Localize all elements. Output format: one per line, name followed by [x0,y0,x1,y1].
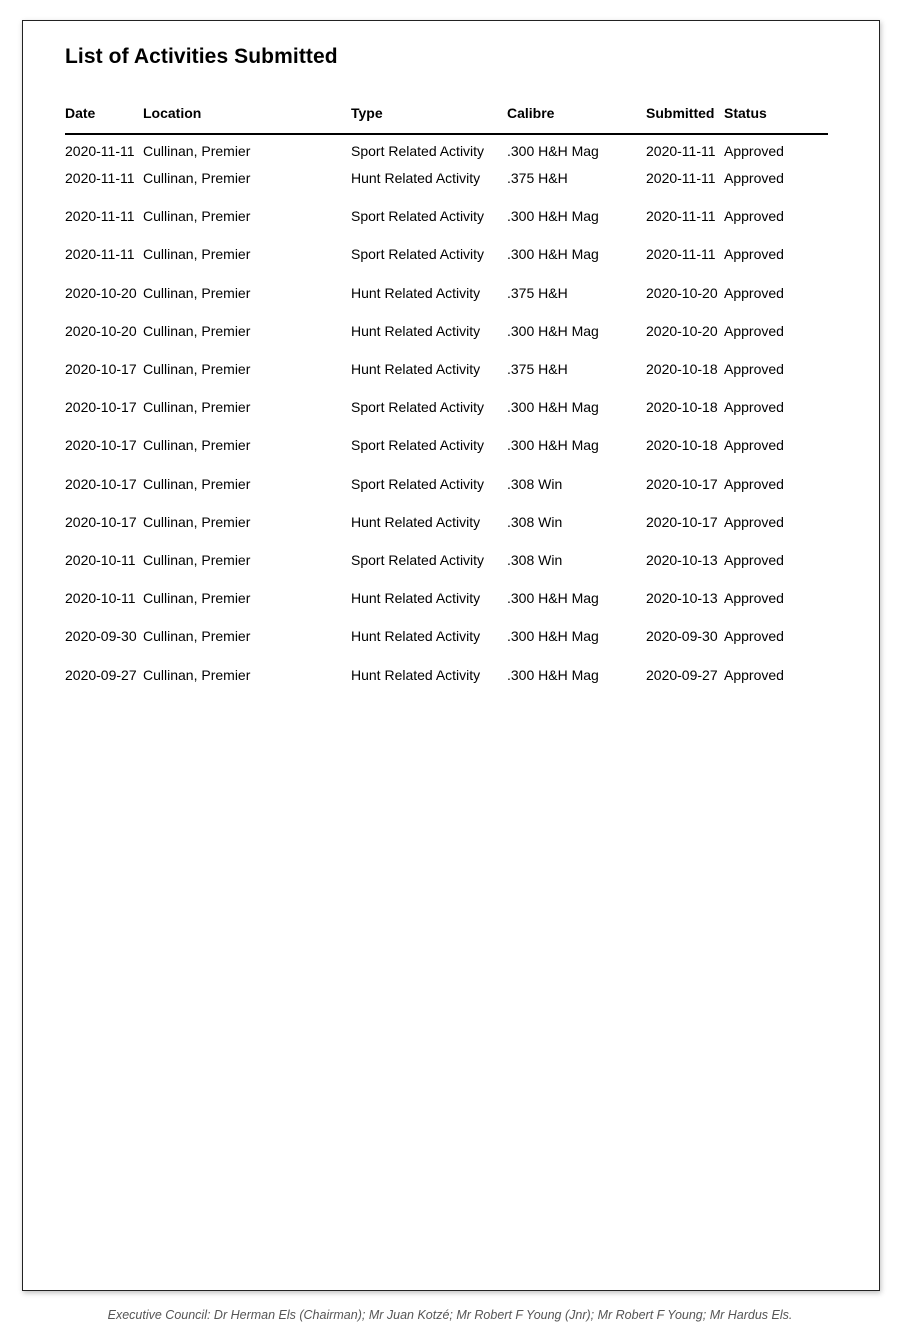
cell-submitted: 2020-10-13 [646,590,718,607]
cell-submitted: 2020-10-18 [646,361,718,378]
column-header-type: Type [351,93,507,134]
cell-status: Approved [724,475,784,492]
cell-location: Cullinan, Premier [143,143,251,159]
cell-type: Hunt Related Activity [351,590,481,607]
cell-date: 2020-10-11 [65,590,136,607]
table-row [65,579,828,617]
cell-calibre: .300 H&H Mag [507,666,599,683]
cell-calibre: .300 H&H Mag [507,246,599,263]
cell-location: Cullinan, Premier [143,590,251,607]
document-page [22,20,880,1291]
cell-submitted: 2020-11-11 [646,170,716,187]
table-header [65,93,828,134]
cell-date: 2020-10-20 [65,322,137,339]
cell-status: Approved [724,170,784,187]
cell-submitted: 2020-10-18 [646,399,718,416]
cell-date: 2020-10-17 [65,361,137,378]
cell-location: Cullinan, Premier [143,361,251,378]
cell-calibre: .375 H&H [507,284,568,301]
cell-type: Sport Related Activity [351,246,485,263]
cell-status: Approved [724,208,784,225]
cell-submitted: 2020-10-17 [646,513,718,530]
cell-status: Approved [724,361,784,378]
cell-calibre: .300 H&H Mag [507,628,599,645]
cell-status: Approved [724,399,784,416]
cell-submitted: 2020-09-30 [646,628,718,645]
cell-date: 2020-09-27 [65,666,137,683]
cell-location: Cullinan, Premier [143,551,251,568]
cell-submitted: 2020-10-18 [646,437,718,454]
cell-calibre: .300 H&H Mag [507,143,599,159]
table-row [65,159,828,197]
cell-location: Cullinan, Premier [143,170,251,187]
cell-date: 2020-10-20 [65,284,137,301]
cell-type: Hunt Related Activity [351,170,481,187]
cell-type: Hunt Related Activity [351,513,481,530]
table-row [65,617,828,655]
table-row [65,503,828,541]
cell-submitted: 2020-11-11 [646,208,716,225]
cell-type: Hunt Related Activity [351,666,481,683]
cell-calibre: .300 H&H Mag [507,208,599,225]
cell-location: Cullinan, Premier [143,475,251,492]
cell-location: Cullinan, Premier [143,399,251,416]
cell-location: Cullinan, Premier [143,284,251,301]
cell-type: Hunt Related Activity [351,361,481,378]
table-row [65,134,828,159]
cell-date: 2020-11-11 [65,170,135,187]
cell-calibre: .300 H&H Mag [507,590,599,607]
cell-status: Approved [724,284,784,301]
cell-location: Cullinan, Premier [143,513,251,530]
cell-type: Hunt Related Activity [351,322,481,339]
table-row [65,655,828,693]
cell-type: Sport Related Activity [351,208,485,225]
table-row [65,197,828,235]
cell-type: Sport Related Activity [351,143,485,159]
activities-table [65,93,828,694]
cell-date: 2020-10-17 [65,399,137,416]
cell-date: 2020-10-11 [65,551,136,568]
column-header-location: Location [143,93,351,134]
column-header-calibre: Calibre [507,93,646,134]
cell-date: 2020-11-11 [65,208,135,225]
cell-date: 2020-09-30 [65,628,137,645]
table-row [65,541,828,579]
cell-location: Cullinan, Premier [143,628,251,645]
cell-type: Sport Related Activity [351,475,485,492]
cell-submitted: 2020-11-11 [646,143,716,159]
table-row [65,312,828,350]
table-row [65,274,828,312]
cell-date: 2020-11-11 [65,143,135,159]
cell-date: 2020-10-17 [65,475,137,492]
table-body [65,134,828,694]
page-title: List of Activities Submitted [65,45,338,68]
cell-date: 2020-11-11 [65,246,135,263]
cell-location: Cullinan, Premier [143,666,251,683]
cell-calibre: .308 Win [507,513,563,530]
cell-type: Sport Related Activity [351,437,485,454]
cell-submitted: 2020-10-17 [646,475,718,492]
cell-location: Cullinan, Premier [143,322,251,339]
table-row [65,388,828,426]
cell-type: Hunt Related Activity [351,628,481,645]
cell-status: Approved [724,628,784,645]
cell-calibre: .300 H&H Mag [507,322,599,339]
cell-date: 2020-10-17 [65,437,137,454]
cell-status: Approved [724,513,784,530]
footer-executive-council: Executive Council: Dr Herman Els (Chairman); Mr Juan Kotzé; Mr Robert F Young (Jnr); Mr Robert F Young; Mr Hardus Els. [107,1308,793,1322]
cell-submitted: 2020-10-20 [646,322,718,339]
column-header-date: Date [65,93,143,134]
cell-calibre: .300 H&H Mag [507,399,599,416]
table-row [65,465,828,503]
table-row [65,350,828,388]
cell-status: Approved [724,590,784,607]
cell-status: Approved [724,143,784,159]
column-header-status: Status [724,93,828,134]
header-row [65,93,828,134]
cell-location: Cullinan, Premier [143,246,251,263]
cell-calibre: .375 H&H [507,361,568,378]
table-row [65,426,828,464]
cell-status: Approved [724,551,784,568]
cell-type: Hunt Related Activity [351,284,481,301]
cell-date: 2020-10-17 [65,513,137,530]
cell-calibre: .300 H&H Mag [507,437,599,454]
cell-submitted: 2020-11-11 [646,246,716,263]
cell-type: Sport Related Activity [351,399,485,416]
cell-calibre: .375 H&H [507,170,568,187]
cell-status: Approved [724,246,784,263]
cell-calibre: .308 Win [507,551,563,568]
cell-status: Approved [724,322,784,339]
cell-submitted: 2020-10-13 [646,551,718,568]
cell-calibre: .308 Win [507,475,563,492]
cell-location: Cullinan, Premier [143,208,251,225]
table-row [65,235,828,273]
column-header-submitted: Submitted [646,93,724,134]
cell-type: Sport Related Activity [351,551,485,568]
cell-location: Cullinan, Premier [143,437,251,454]
cell-status: Approved [724,666,784,683]
cell-submitted: 2020-10-20 [646,284,718,301]
cell-status: Approved [724,437,784,454]
cell-submitted: 2020-09-27 [646,666,718,683]
